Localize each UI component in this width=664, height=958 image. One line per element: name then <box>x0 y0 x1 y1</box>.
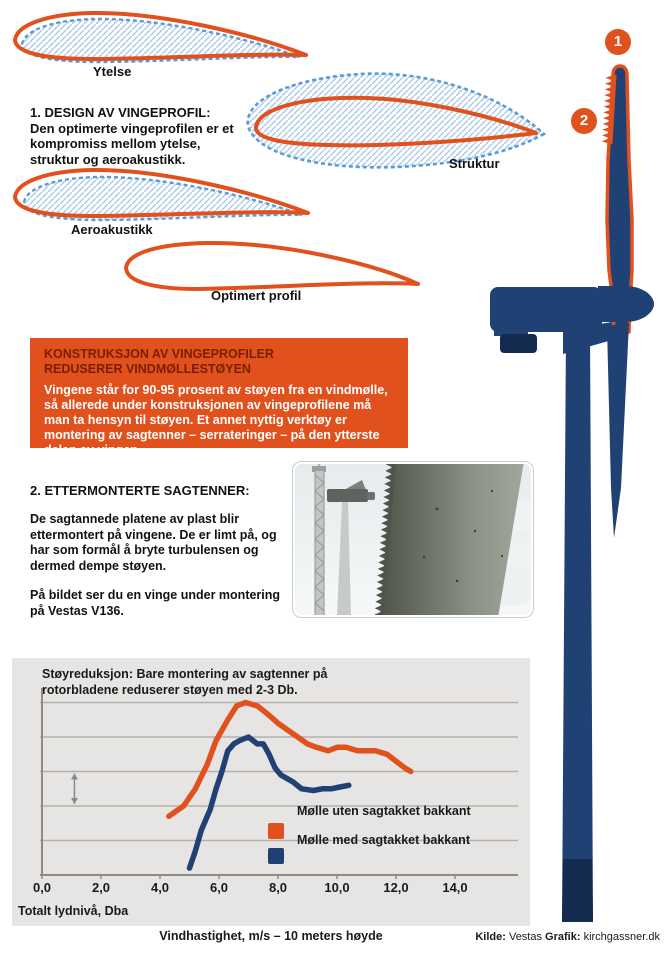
arrowhead-down <box>71 798 78 804</box>
grafik-value: kirchgassner.dk <box>580 931 660 943</box>
noise-chart-panel <box>12 658 530 926</box>
callout-body: Vingene står for 90-95 prosent av støyen fra en vindmølle, så allerede under konstruksjonen av vingeprofilene må man ta hensyn til støyen. Et annet nyttig verktøy er montering av sagtenner – serrateringer – på den ytterste delen av vingen. <box>44 383 388 457</box>
marker-1-badge: 1 <box>605 29 631 55</box>
kilde-label: Kilde: <box>475 931 506 943</box>
x-tick-label: 8,0 <box>268 880 288 895</box>
label-ytelse: Ytelse <box>93 64 132 79</box>
x-tick-label: 14,0 <box>442 880 468 895</box>
section-2-para2: På bildet ser du en vinge under montering på Vestas V136. <box>30 588 281 618</box>
arrowhead-up <box>71 774 78 780</box>
design-description: 1. DESIGN AV VINGEPROFIL: Den optimerte vingeprofilen er et kompromiss mellom ytelse, struktur og aeroakustikk. <box>30 105 234 167</box>
label-struktur: Struktur <box>449 156 500 171</box>
turbine-tower <box>562 330 593 922</box>
photo-turbine-hub <box>367 492 375 500</box>
airfoil-optimert <box>126 243 418 289</box>
photo-turbine-nacelle <box>327 489 368 502</box>
turbine-nacelle-step <box>494 320 528 336</box>
x-tick-label: 6,0 <box>209 880 229 895</box>
x-tick-label: 10,0 <box>324 880 350 895</box>
label-optimert-profil: Optimert profil <box>211 288 302 303</box>
callout-box <box>30 338 408 457</box>
label-aeroakustikk: Aeroakustikk <box>71 222 153 237</box>
section-2-heading: 2. ETTERMONTERTE SAGTENNER: <box>30 483 250 498</box>
series-line-0 <box>169 703 411 817</box>
legend-label-med: Mølle med sagtakket bakkant <box>297 833 470 847</box>
airfoil-ytelse <box>15 13 306 62</box>
marker-2-badge: 2 <box>571 108 597 134</box>
x-tick-label: 12,0 <box>383 880 409 895</box>
section-2 <box>30 483 286 633</box>
y-axis-label: Totalt lydnivå, Dba <box>18 904 129 918</box>
x-axis-label: Vindhastighet, m/s – 10 meters høyde <box>159 929 383 943</box>
turbine-blade-down <box>607 323 629 538</box>
kilde-value: Vestas <box>505 931 546 943</box>
chart-title: Støyreduksjon: Bare montering av sagtenner på rotorbladene reduserer støyen med 2-3 Db. <box>42 667 328 697</box>
turbine-hub <box>598 286 654 322</box>
airfoil-aeroakustikk <box>15 170 308 220</box>
x-tick-label: 0,0 <box>32 880 52 895</box>
legend-swatch-uten <box>268 823 284 839</box>
x-tick-label: 2,0 <box>91 880 111 895</box>
section-2-para1: De sagtannede platene av plast blir ettermontert på vingene. De er limt på, og har som formål å bryte turbulensen og dermed dempe støyen. <box>30 512 277 573</box>
callout-heading-line1: KONSTRUKSJON AV VINGEPROFILER <box>44 347 274 361</box>
source-credit <box>475 931 660 943</box>
x-tick-label: 4,0 <box>150 880 170 895</box>
legend-label-uten: Mølle uten sagtakket bakkant <box>297 804 471 818</box>
legend-swatch-med <box>268 848 284 864</box>
callout-heading-line2: REDUSERER VINDMØLLESTØYEN <box>44 362 251 376</box>
turbine-tower-base <box>562 859 593 922</box>
turbine-nacelle-box <box>500 334 537 353</box>
grafik-label: Grafik: <box>545 931 581 943</box>
